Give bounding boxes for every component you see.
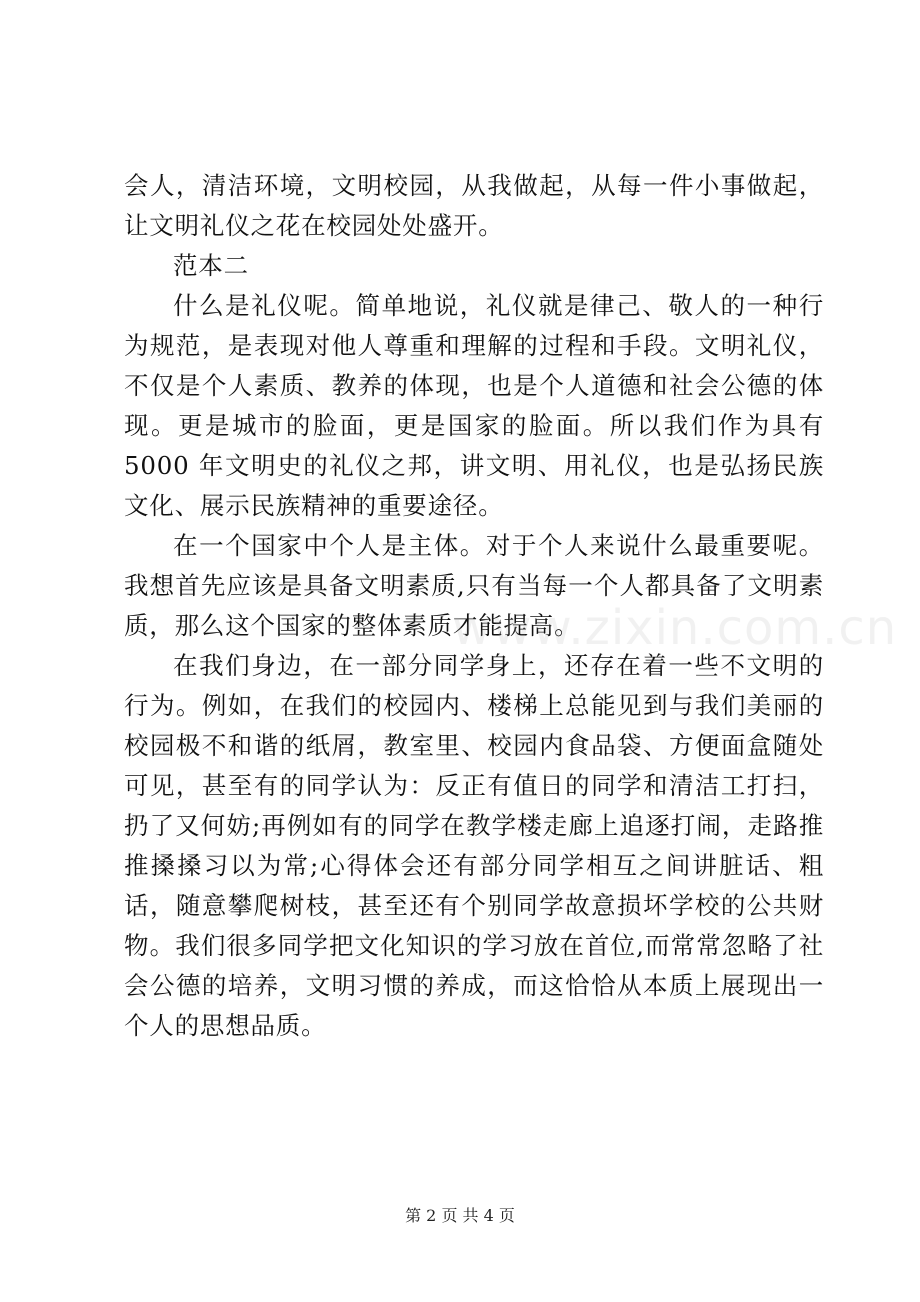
paragraph-3: 在我们身边，在一部分同学身上，还存在着一些不文明的行为。例如，在我们的校园内、楼梯上总能见到与我们美丽的校园极不和谐的纸屑，教室里、校园内食品袋、方便面盒随处可见，甚至有的同学认为：反正有值日的同学和清洁工打扫，扔了又何妨;再例如有的同学在教学楼走廊上追逐打闹，走路推推搡搡习以为常;心得体会还有部分同学相互之间讲脏话、粗话，随意攀爬树枝，甚至还有个别同学故意损坏学校的公共财物。我们很多同学把文化知识的学习放在首位,而常常忽略了社会公德的培养，文明习惯的养成，而这恰恰从本质上展现出一个人的思想品质。 bbox=[124, 651, 824, 1040]
watermark: www.zixin.com.cn bbox=[452, 600, 898, 656]
section-title: 范本二 bbox=[173, 251, 249, 280]
document-body bbox=[124, 166, 824, 1046]
intro-paragraph: 会人，清洁环境，文明校园，从我做起，从每一件小事做起，让文明礼仪之花在校园处处盛开。 bbox=[124, 171, 824, 240]
paragraph-2: 在一个国家中个人是主体。对于个人来说什么最重要呢。我想首先应该是具备文明素质,只有当每一个人都具备了文明素质，那么这个国家的整体素质才能提高。 bbox=[124, 531, 824, 640]
paragraph-1: 什么是礼仪呢。简单地说，礼仪就是律己、敬人的一种行为规范，是表现对他人尊重和理解的过程和手段。文明礼仪，不仅是个人素质、教养的体现，也是个人道德和社会公德的体现。更是城市的脸面，更是国家的脸面。所以我们作为具有 5000 年文明史的礼仪之邦，讲文明、用礼仪，也是弘扬民族文化、展示民族精神的重要途径。 bbox=[124, 291, 824, 520]
page-footer: 第 2 页 共 4 页 bbox=[405, 1206, 515, 1225]
